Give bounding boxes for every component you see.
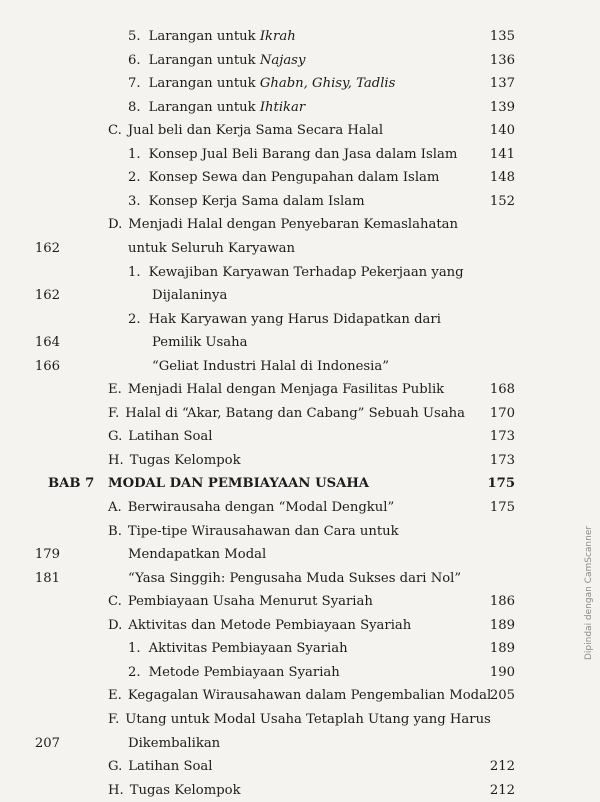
toc-entry-row	[0, 379, 600, 401]
entry-text	[128, 144, 457, 166]
page-number: 139	[489, 99, 515, 115]
entry-text	[128, 50, 305, 72]
page-number: 168	[489, 382, 515, 398]
toc-entry-row	[0, 709, 600, 731]
toc-entry-row	[0, 73, 600, 95]
entry-marker: 1.	[128, 146, 141, 162]
entry-label: Tipe-tipe Wirausahawan dan Cara untuk	[127, 523, 399, 539]
toc-entry-row	[0, 780, 600, 802]
toc-chapter-row	[0, 473, 600, 495]
entry-text	[128, 238, 295, 260]
entry-label: Latihan Soal	[128, 759, 213, 775]
entry-label: Aktivitas Pembiayaan Syariah	[148, 641, 348, 657]
entry-label: “Geliat Industri Halal di Indonesia”	[152, 358, 389, 374]
toc-entry-row	[0, 238, 600, 260]
entry-label: Tugas Kelompok	[129, 782, 241, 798]
entry-label: Berwirausaha dengan “Modal Dengkul”	[127, 500, 395, 515]
entry-label: Jual beli dan Kerja Sama Secara Halal	[127, 123, 384, 139]
entry-label: Hak Karyawan yang Harus Didapatkan dari	[148, 311, 441, 327]
entry-text	[108, 450, 241, 472]
entry-marker: 5.	[128, 29, 141, 44]
toc-entry-row	[0, 591, 600, 613]
entry-text	[108, 780, 241, 802]
entry-label: Konsep Jual Beli Barang dan Jasa dalam Islam	[148, 146, 458, 162]
toc-entry-row	[0, 214, 600, 236]
page-number: 173	[489, 452, 515, 468]
entry-marker: 3.	[128, 193, 141, 209]
page-number: 212	[489, 782, 515, 798]
entry-marker: 1.	[128, 264, 141, 280]
page-number: 179	[34, 547, 60, 563]
entry-marker: C.	[108, 594, 122, 610]
toc-entry-row	[0, 26, 600, 48]
entry-label: Pembiayaan Usaha Menurut Syariah	[127, 594, 373, 610]
page-number: 140	[489, 123, 515, 139]
entry-marker: 2.	[128, 664, 141, 680]
entry-marker: D.	[108, 217, 123, 233]
page-number: 175	[487, 476, 515, 492]
entry-marker: E.	[108, 382, 122, 398]
entry-text	[108, 685, 491, 707]
entry-marker: 6.	[128, 52, 141, 68]
toc-entry-row	[0, 638, 600, 660]
entry-text	[108, 521, 399, 543]
page-number: 148	[489, 170, 515, 186]
entry-label: untuk Seluruh Karyawan	[128, 240, 295, 256]
entry-marker: E.	[108, 688, 122, 704]
page-number: 166	[34, 358, 60, 374]
entry-text	[108, 497, 394, 519]
entry-text	[128, 662, 340, 684]
toc-entry-row	[0, 733, 600, 755]
entry-text	[128, 568, 461, 590]
toc-entry-row	[0, 403, 600, 425]
entry-text	[128, 26, 296, 48]
entry-label: Tugas Kelompok	[129, 452, 241, 468]
entry-label: Dijalaninya	[152, 288, 228, 304]
entry-label: Larangan untuk Ihtikar	[148, 99, 306, 115]
entry-label: “Yasa Singgih: Pengusaha Muda Sukses dari Nol”	[128, 570, 462, 586]
page-number: 135	[489, 29, 515, 44]
toc-entry-row	[0, 332, 600, 354]
page-number: 212	[489, 759, 515, 775]
entry-text	[128, 191, 365, 213]
entry-marker: 2.	[128, 311, 141, 327]
page-number: 205	[489, 688, 515, 704]
entry-text	[108, 379, 444, 401]
toc-entry-row	[0, 120, 600, 142]
entry-marker: D.	[108, 617, 123, 633]
entry-label: Larangan untuk Najasy	[148, 52, 306, 68]
toc-entry-row	[0, 662, 600, 684]
entry-marker: C.	[108, 123, 122, 139]
entry-label: Aktivitas dan Metode Pembiayaan Syariah	[128, 617, 412, 633]
toc-entry-row	[0, 97, 600, 119]
toc-entry-row	[0, 568, 600, 590]
entry-label: Menjadi Halal dengan Menjaga Fasilitas Publik	[127, 382, 445, 398]
toc-entry-row	[0, 356, 600, 378]
page-number: 170	[489, 405, 515, 421]
entry-text	[128, 309, 441, 331]
entry-text	[108, 214, 458, 236]
entry-label: Dikembalikan	[128, 735, 221, 751]
toc-entry-row	[0, 756, 600, 778]
chapter-number: BAB 7	[48, 476, 95, 492]
toc-entry-row	[0, 685, 600, 707]
page-number: 162	[34, 288, 60, 304]
entry-label: Utang untuk Modal Usaha Tetaplah Utang yang Harus	[125, 711, 491, 727]
entry-text	[128, 262, 464, 284]
entry-marker: 2.	[128, 170, 141, 186]
entry-label: Menjadi Halal dengan Penyebaran Kemaslahatan	[128, 217, 458, 233]
chapter-title: MODAL DAN PEMBIAYAAN USAHA	[108, 476, 370, 492]
entry-text	[108, 615, 411, 637]
entry-label: Pemilik Usaha	[152, 335, 248, 351]
page-number: 164	[34, 335, 60, 351]
page-number: 189	[489, 617, 515, 633]
entry-marker: G.	[108, 759, 123, 775]
entry-label: Latihan Soal	[128, 429, 213, 445]
entry-marker: H.	[108, 452, 124, 468]
entry-text	[108, 756, 213, 778]
entry-text	[152, 356, 389, 378]
page-number: 141	[489, 146, 515, 162]
page-number: 181	[34, 570, 60, 586]
page-number: 152	[489, 193, 515, 209]
entry-marker: 8.	[128, 99, 141, 115]
entry-italic-term: Ikrah	[259, 29, 296, 44]
entry-label: Kegagalan Wirausahawan dalam Pengembalian Modal	[127, 688, 492, 704]
entry-text	[108, 120, 383, 142]
toc-entry-row	[0, 521, 600, 543]
page-number: 207	[34, 735, 60, 751]
entry-label: Halal di “Akar, Batang dan Cabang” Sebuah Usaha	[125, 405, 466, 421]
toc-entry-row	[0, 544, 600, 566]
entry-text	[152, 285, 227, 307]
toc-entry-row	[0, 450, 600, 472]
entry-marker: F.	[108, 711, 120, 727]
entry-text	[108, 591, 373, 613]
entry-marker: 1.	[128, 641, 141, 657]
page-number: 186	[489, 594, 515, 610]
entry-italic-term: Ghabn, Ghisy, Tadlis	[259, 76, 396, 92]
entry-label: Mendapatkan Modal	[128, 547, 267, 563]
entry-label: Konsep Kerja Sama dalam Islam	[148, 193, 365, 209]
entry-text	[108, 426, 213, 448]
entry-label: Metode Pembiayaan Syariah	[148, 664, 340, 680]
toc-entry-row	[0, 50, 600, 72]
page-number: 189	[489, 641, 515, 657]
entry-italic-term: Najasy	[259, 52, 306, 68]
entry-label: Konsep Sewa dan Pengupahan dalam Islam	[148, 170, 440, 186]
entry-label: Larangan untuk Ghabn, Ghisy, Tadlis	[148, 76, 396, 92]
entry-label: Larangan untuk Ikrah	[148, 29, 296, 44]
entry-text	[108, 709, 491, 731]
scanner-watermark: Dipindai dengan CamScanner	[584, 525, 594, 660]
toc-entry-row	[0, 426, 600, 448]
toc-entry-row	[0, 144, 600, 166]
toc-entry-row	[0, 497, 600, 519]
toc-entry-row	[0, 309, 600, 331]
page-number: 175	[489, 500, 515, 515]
entry-text	[128, 544, 266, 566]
entry-text	[128, 97, 305, 119]
entry-marker: F.	[108, 405, 120, 421]
entry-marker: B.	[108, 523, 122, 539]
toc-entry-row	[0, 262, 600, 284]
page-number: 190	[489, 664, 515, 680]
entry-marker: A.	[108, 500, 122, 515]
page-number: 162	[34, 240, 60, 256]
entry-text	[128, 733, 220, 755]
entry-marker: 7.	[128, 76, 141, 92]
page-number: 173	[489, 429, 515, 445]
entry-italic-term: Ihtikar	[259, 99, 306, 115]
entry-text	[108, 403, 465, 425]
toc-entry-row	[0, 167, 600, 189]
entry-marker: G.	[108, 429, 123, 445]
entry-text	[128, 73, 395, 95]
toc-entry-row	[0, 615, 600, 637]
entry-text	[128, 167, 439, 189]
toc-entry-row	[0, 285, 600, 307]
toc-entry-row	[0, 191, 600, 213]
page-number: 136	[489, 52, 515, 68]
entry-text	[128, 638, 348, 660]
entry-text	[152, 332, 248, 354]
page-number: 137	[489, 76, 515, 92]
entry-label: Kewajiban Karyawan Terhadap Pekerjaan yang	[148, 264, 464, 280]
entry-marker: H.	[108, 782, 124, 798]
